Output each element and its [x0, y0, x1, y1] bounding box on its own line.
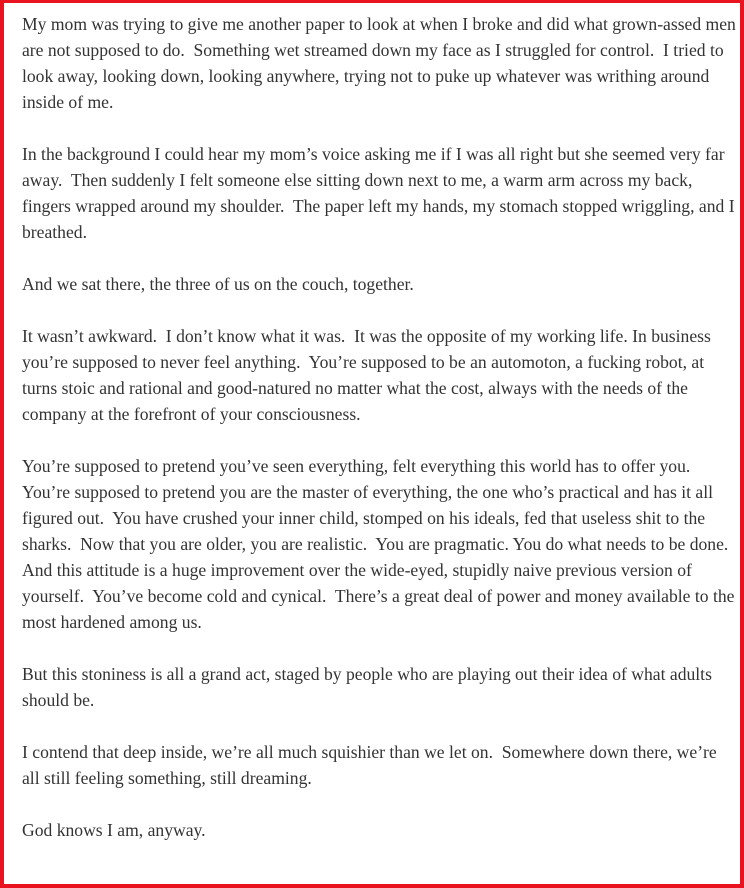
paragraph-2: In the background I could hear my mom’s voice asking me if I was all right but she seemed very far away. Then suddenly I felt someone else sitting down next to me, a warm arm across my back, fingers wrapped around my shoulder. The paper left my hands, my stomach stopped wriggling, and I breathed.: [22, 144, 739, 242]
paragraph-8: God knows I am, anyway.: [22, 820, 206, 840]
paragraph-4: It wasn’t awkward. I don’t know what it was. It was the opposite of my working life. In business you’re supposed to never feel anything. You’re supposed to be an automoton, a fucking robot, at turns stoic and rational and good-natured no matter what the cost, always with the needs of the company at the forefront of your consciousness.: [22, 326, 716, 424]
paragraph-3: And we sat there, the three of us on the couch, together.: [22, 274, 414, 294]
paragraph-6: But this stoniness is all a grand act, staged by people who are playing out their idea of what adults should be.: [22, 664, 717, 710]
paragraph-5: You’re supposed to pretend you’ve seen everything, felt everything this world has to offer you. You’re supposed to pretend you are the master of everything, the one who’s practical and has it all figured out. You have crushed your inner child, stomped on his ideals, fed that useless shit to the sharks. Now that you are older, you are realistic. You are pragmatic. You do what needs to be done. And this attitude is a huge improvement over the wide-eyed, stupidly naive previous version of yourself. You’ve become cold and cynical. There’s a great deal of power and money available to the most hardened among us.: [22, 456, 739, 632]
article-body: [22, 11, 741, 843]
paragraph-1: My mom was trying to give me another paper to look at when I broke and did what grown-assed men are not supposed to do. Something wet streamed down my face as I struggled for control. I tried to look away, looking down, looking anywhere, trying not to puke up whatever was writhing around inside of me.: [22, 14, 741, 112]
paragraph-7: I contend that deep inside, we’re all much squishier than we let on. Somewhere down there, we’re all still feeling something, still dreaming.: [22, 742, 722, 788]
